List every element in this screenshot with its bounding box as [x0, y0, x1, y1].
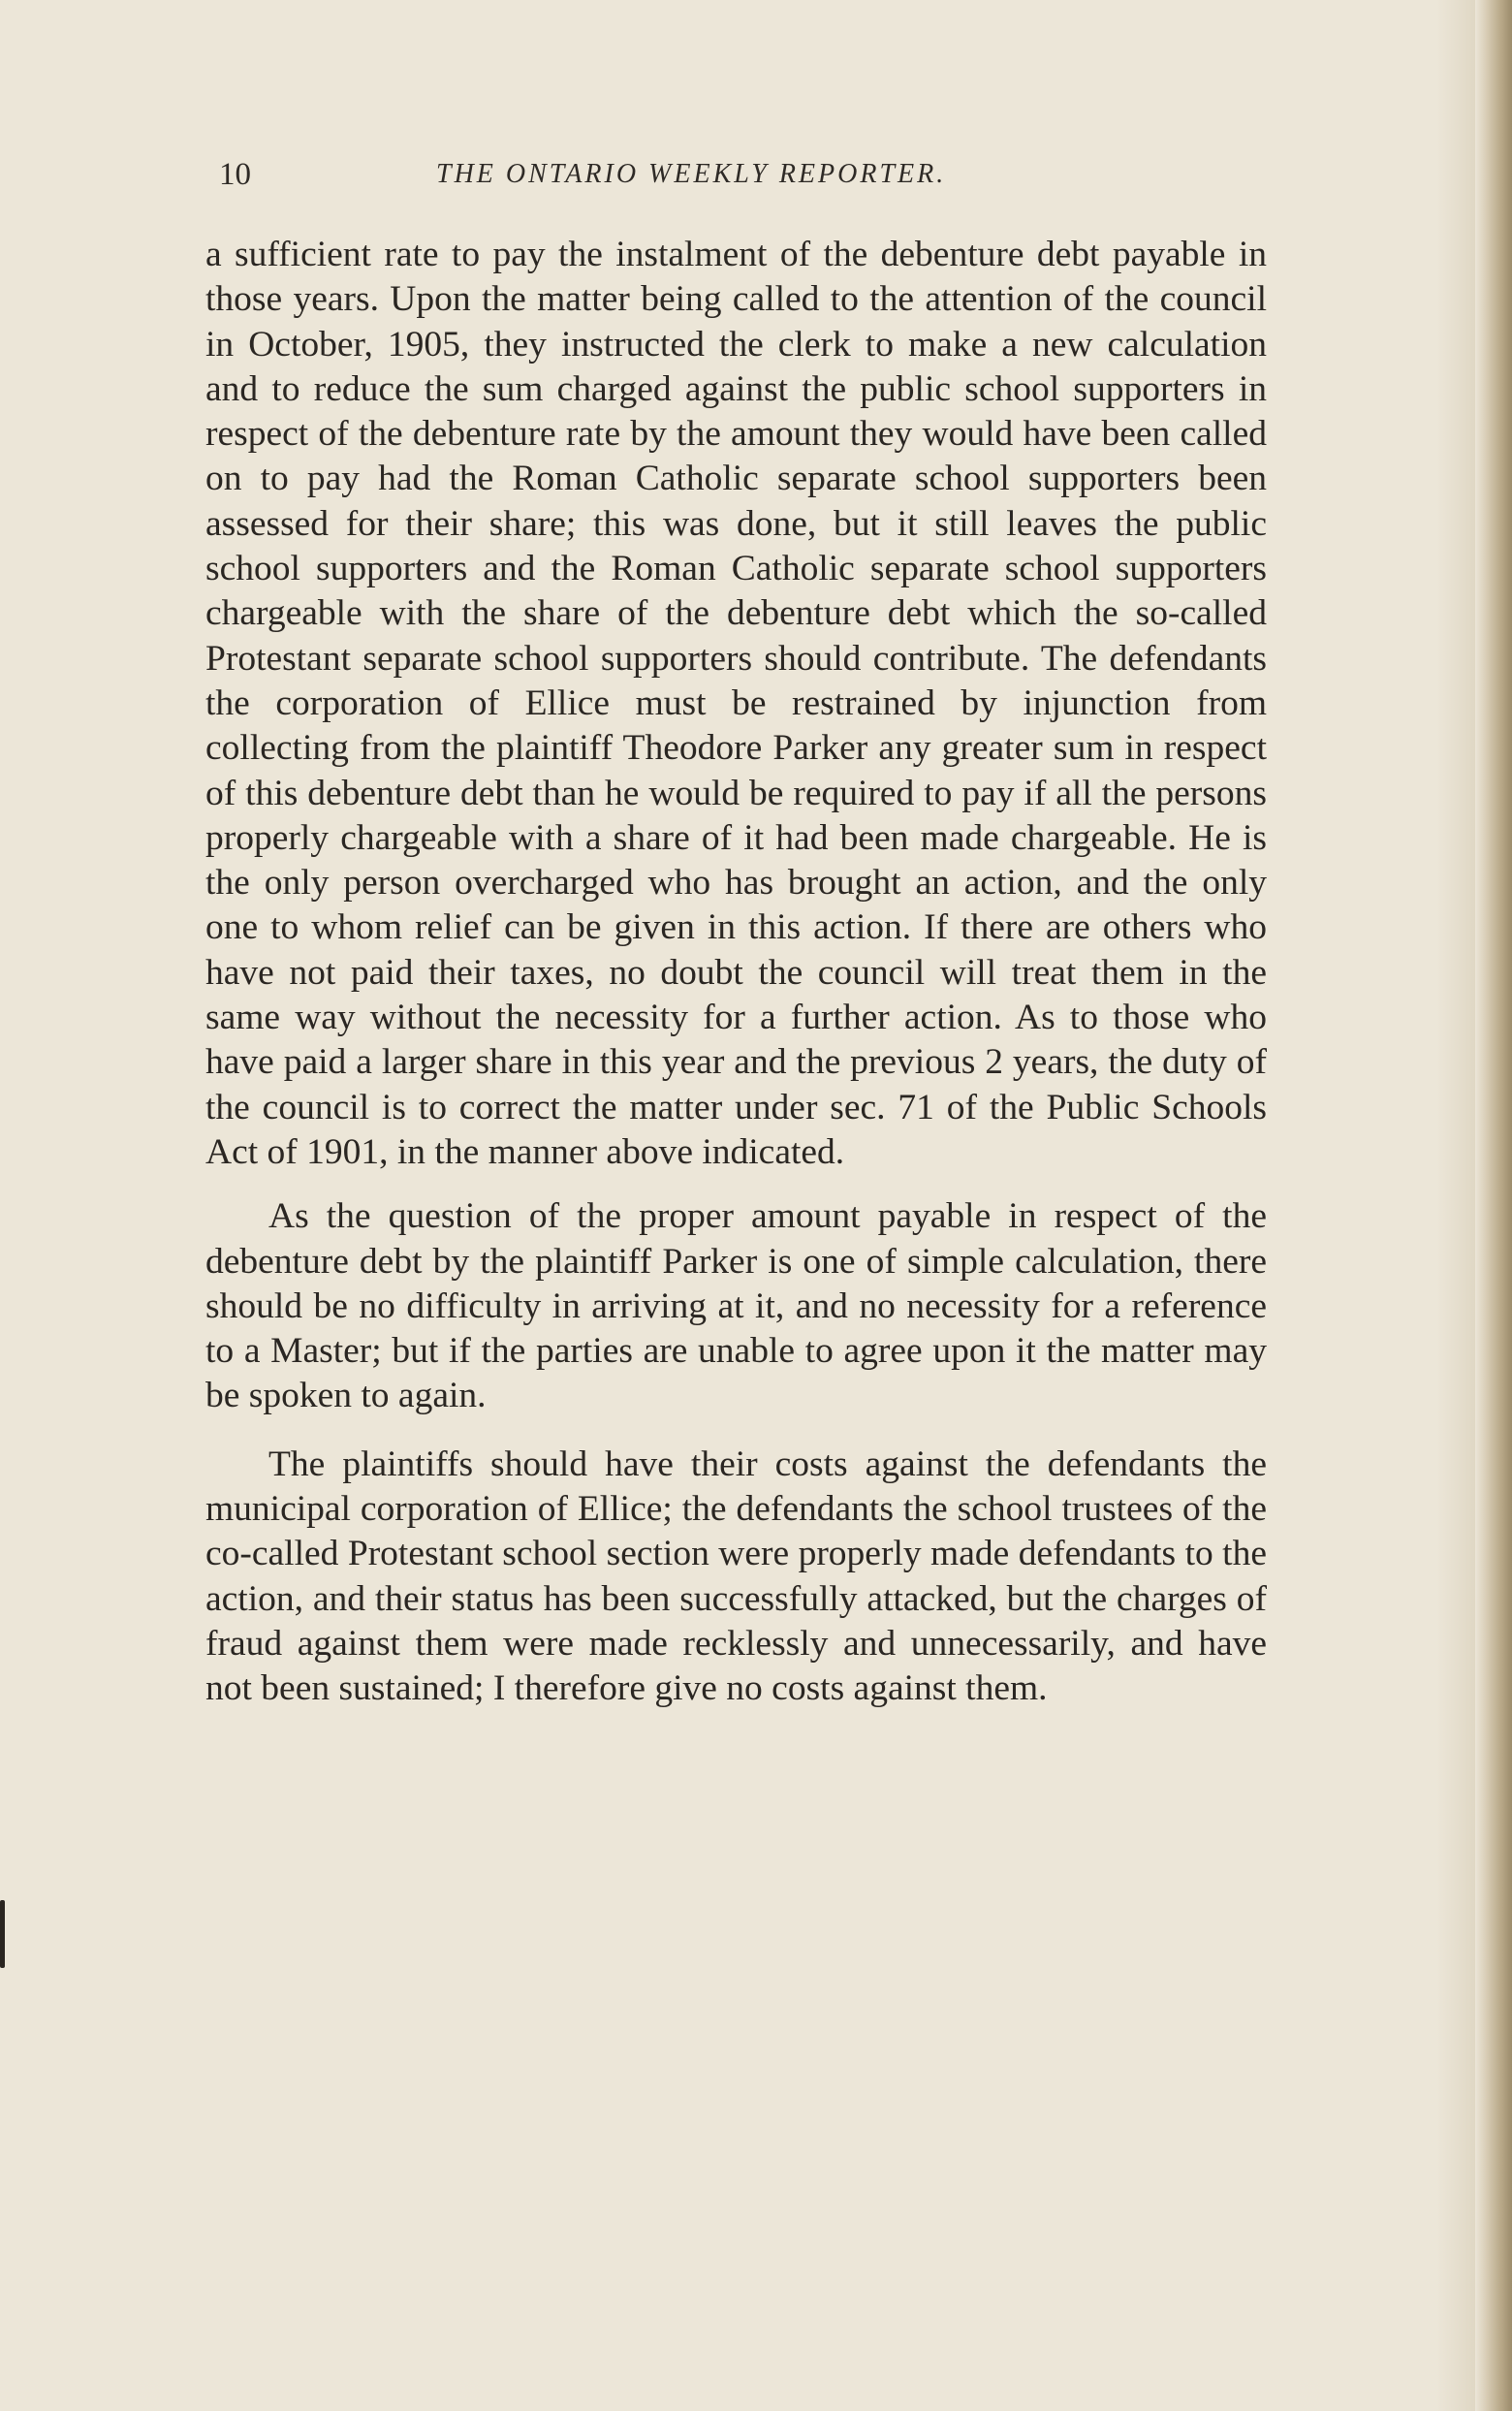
paragraph: As the question of the proper amount payable in respect of the debenture debt by the plaintiff Parker is one of simple calculation, there should be no difficulty in arriving at it, and no necessity for a reference to a Master; but if the parties are unable to agree upon it the matter may be spoken to again. [205, 1196, 1267, 1416]
page-edge [1475, 0, 1512, 2411]
page-edge-shadow [1436, 0, 1475, 2411]
body-text [205, 233, 1267, 1712]
paragraph: a sufficient rate to pay the instalment of the debenture debt payable in those years. Upon the matter being called to the attention of the council in October, 1905, they instructed the clerk to make a new calculation and to reduce the sum charged against the public school supporters in respect of the debenture rate by the amount they would have been called on to pay had the Roman Catholic separate school supporters been assessed for their share; this was done, but it still leaves the public school supporters and the Roman Catholic separate school supporters chargeable with the share of the debenture debt which the so-called Protestant separate school supporters should contribute. The defendants the corporation of Ellice must be restrained by injunction from collecting from the plaintiff Theodore Parker any greater sum in respect of this debenture debt than he would be required to pay if all the persons properly chargeable with a share of it had been made chargeable. He is the only person overcharged who has brought an action, and the only one to whom relief can be given in this action. If there are others who have not paid their taxes, no doubt the council will treat them in the same way without the necessity for a further action. As to those who have paid a larger share in this year and the previous 2 years, the duty of the council is to correct the matter under sec. 71 of the Public Schools Act of 1901, in the manner above indicated. [205, 235, 1267, 1172]
page-header [219, 157, 1072, 206]
paragraph: The plaintiffs should have their costs against the defendants the municipal corporation of Ellice; the defendants the school trustees of the co-called Protestant school section were properly made defendants to the action, and their status has been successfully attacked, but the charges of fraud against them were made recklessly and unnecessarily, and have not been sustained; I therefore give no costs against them. [205, 1443, 1267, 1709]
page-number: 10 [219, 157, 251, 192]
running-title: THE ONTARIO WEEKLY REPORTER. [436, 159, 947, 189]
binding-mark [0, 1900, 5, 1968]
